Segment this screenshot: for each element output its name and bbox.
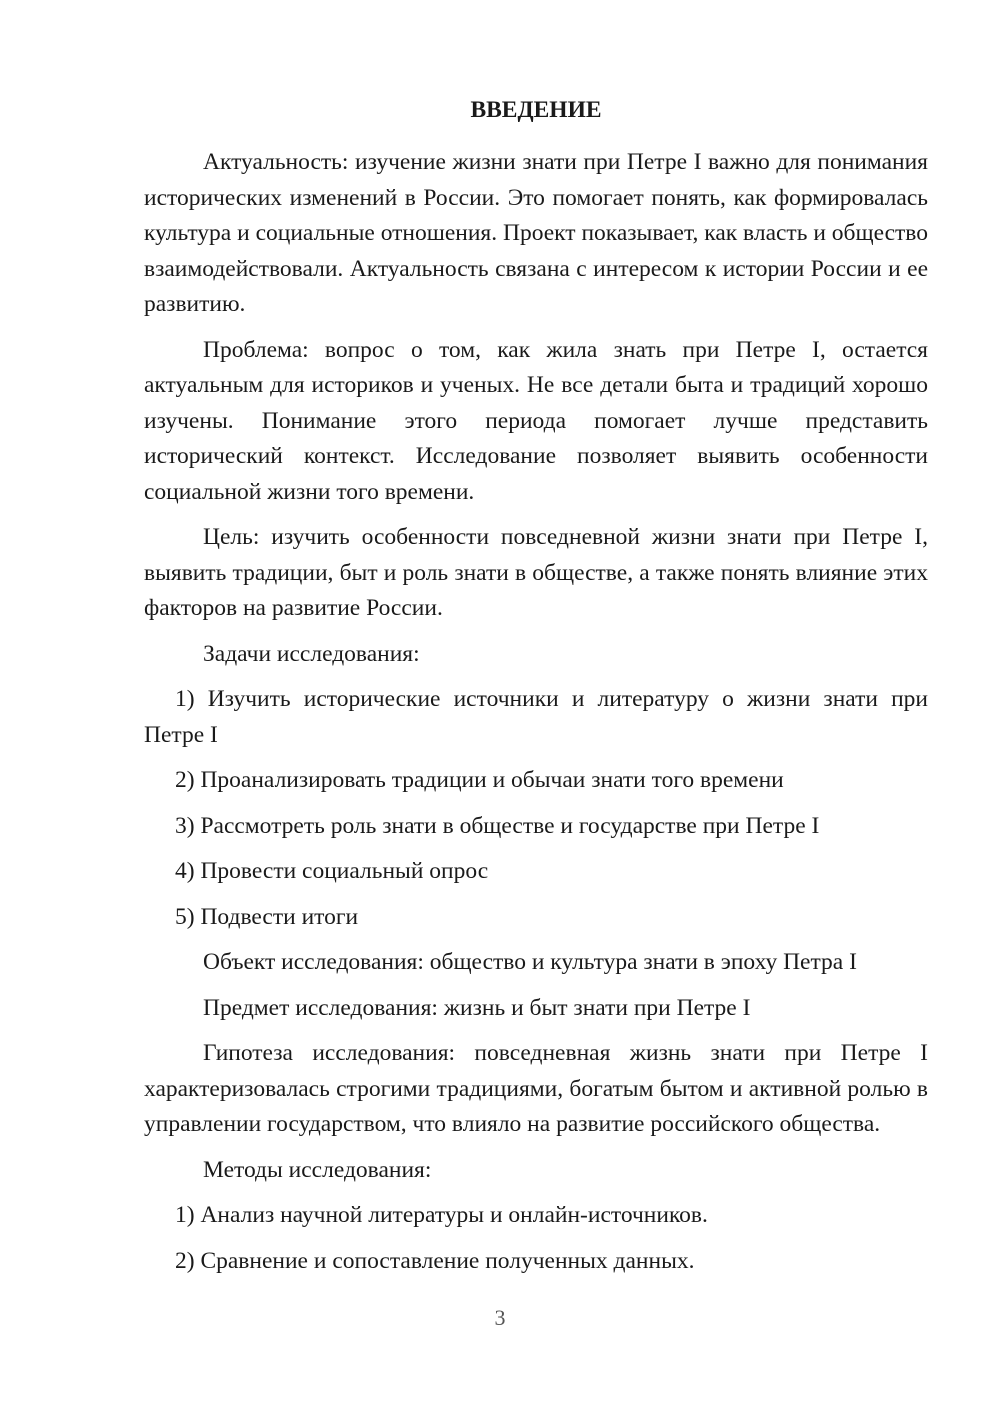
methods-heading: Методы исследования: <box>203 1156 432 1183</box>
task-item: 1) Изучить исторические источники и литературу о жизни знати при Петре I <box>144 686 928 748</box>
paragraph-relevance: Актуальность: изучение жизни знати при Петре I важно для понимания исторических изменений в России. Это помогает понять, как формировалась культура и социальные отношения. Проект показывает, как власть и общество взаимодействовали. Актуальность связана с интересом к истории России и ее развитию. <box>144 149 928 317</box>
section-title: ВВЕДЕНИЕ <box>470 97 602 123</box>
method-item: 2) Сравнение и сопоставление полученных данных. <box>175 1247 695 1274</box>
task-item: 3) Рассмотреть роль знати в обществе и государстве при Петре I <box>175 812 820 839</box>
paragraph-object: Объект исследования: общество и культура знати в эпоху Петра I <box>203 949 857 975</box>
task-item: 5) Подвести итоги <box>175 903 359 930</box>
task-item: 2) Проанализировать традиции и обычаи знати того времени <box>175 767 784 793</box>
paragraph-subject: Предмет исследования: жизнь и быт знати при Петре I <box>203 994 751 1021</box>
paragraph-hypothesis: Гипотеза исследования: повседневная жизнь знати при Петре I характеризовалась строгими традициями, богатым бытом и активной ролью в управлении государством, что влияло на развитие российского общества. <box>144 1040 928 1137</box>
paragraph-problem: Проблема: вопрос о том, как жила знать при Петре I, остается актуальным для историков и ученых. Не все детали быта и традиций хорошо изучены. Понимание этого периода помогает лучше представить исторический контекст. Исследование позволяет выявить особенности социальной жизни того времени. <box>144 336 928 505</box>
paragraph-goal: Цель: изучить особенности повседневной жизни знати при Петре I, выявить традиции, быт и роль знати в обществе, а также понять влияние этих факторов на развитие России. <box>144 524 928 621</box>
task-item: 4) Провести социальный опрос <box>175 858 489 884</box>
page-number: 3 <box>494 1305 506 1330</box>
page-content <box>144 93 928 1289</box>
method-item: 1) Анализ научной литературы и онлайн-источников. <box>175 1202 708 1228</box>
tasks-heading: Задачи исследования: <box>203 640 420 667</box>
